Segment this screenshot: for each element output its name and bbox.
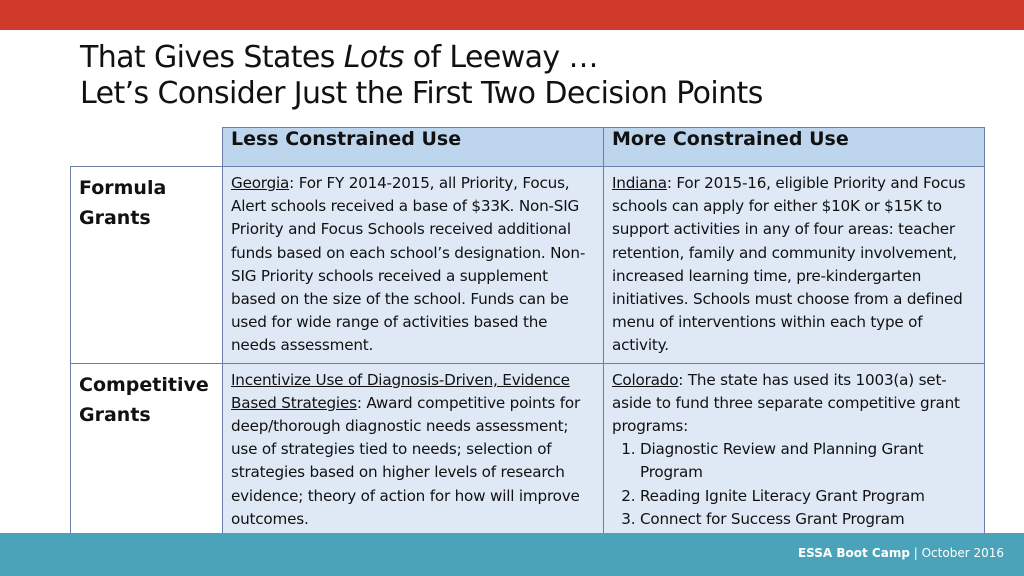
column-header-less-constrained: Less Constrained Use — [223, 128, 604, 167]
column-header-more-constrained: More Constrained Use — [604, 128, 985, 167]
state-link-georgia: Georgia — [231, 174, 290, 192]
list-item: 2. Reading Ignite Literacy Grant Program — [640, 485, 976, 508]
grant-program-list — [612, 438, 976, 531]
table-header-row — [71, 128, 985, 167]
slide-title — [80, 40, 1000, 112]
row-header-line: Competitive — [79, 373, 209, 396]
row-header-line: Formula — [79, 177, 167, 199]
state-link-indiana: Indiana — [612, 174, 667, 192]
title-text: That Gives States — [80, 40, 344, 75]
title-line-2: Let’s Consider Just the First Two Decision Points — [80, 76, 763, 111]
footer-event: ESSA Boot Camp — [797, 546, 910, 560]
cell-formula-less-constrained — [223, 167, 604, 364]
row-header-line: Grants — [79, 207, 151, 229]
cell-competitive-more-constrained — [604, 363, 985, 536]
row-header-competitive-grants — [71, 363, 223, 536]
cell-formula-more-constrained — [604, 167, 985, 364]
table-row — [71, 167, 985, 364]
footer-separator: | — [909, 546, 922, 560]
cell-competitive-less-constrained — [223, 363, 604, 536]
cell-text: : For FY 2014-2015, all Priority, Focus, Alert schools received a base of $33K. Non-SIG Priority and Focus Schools received additional funds based on each school’s designation. Non-SIG Priority schools received a supplement based on the size of the school. Funds can be used for wide range of activities based the needs assessment. — [231, 174, 586, 355]
list-item: 1. Diagnostic Review and Planning Grant Program — [640, 438, 976, 484]
top-accent-bar — [0, 0, 1024, 30]
footer-caption — [798, 546, 1004, 560]
footer-bar — [0, 533, 1024, 576]
decision-points-table — [70, 127, 985, 537]
cell-text: : The state has used its 1003(a) set-aside to fund three separate competitive grant programs: — [612, 370, 960, 436]
row-header-line: Grants — [79, 403, 151, 426]
footer-date: October 2016 — [921, 546, 1004, 560]
cell-text: : Award competitive points for deep/thorough diagnostic needs assessment; use of strategies tied to needs; selection of strategies based on higher levels of research evidence; theory of action for how will improve outcomes. — [231, 393, 580, 528]
cell-text: : For 2015-16, eligible Priority and Focus schools can apply for either $10K or $15K to support activities in any of four areas: teacher retention, family and community involvement, increased learning time, pre-kindergarten initiatives. Schools must choose from a defined menu of interventions within each type of activity. — [612, 174, 966, 355]
list-item: 3. Connect for Success Grant Program — [640, 508, 976, 531]
title-line-1 — [80, 40, 1000, 76]
strategy-link: Incentivize Use of Diagnosis-Driven, Evidence Based Strategies — [231, 370, 570, 412]
row-header-formula-grants — [71, 167, 223, 364]
state-link-colorado: Colorado — [612, 370, 679, 389]
table-corner — [71, 128, 223, 167]
table-row — [71, 363, 985, 536]
title-text: of Leeway … — [403, 40, 598, 75]
title-emphasis: Lots — [343, 40, 404, 75]
